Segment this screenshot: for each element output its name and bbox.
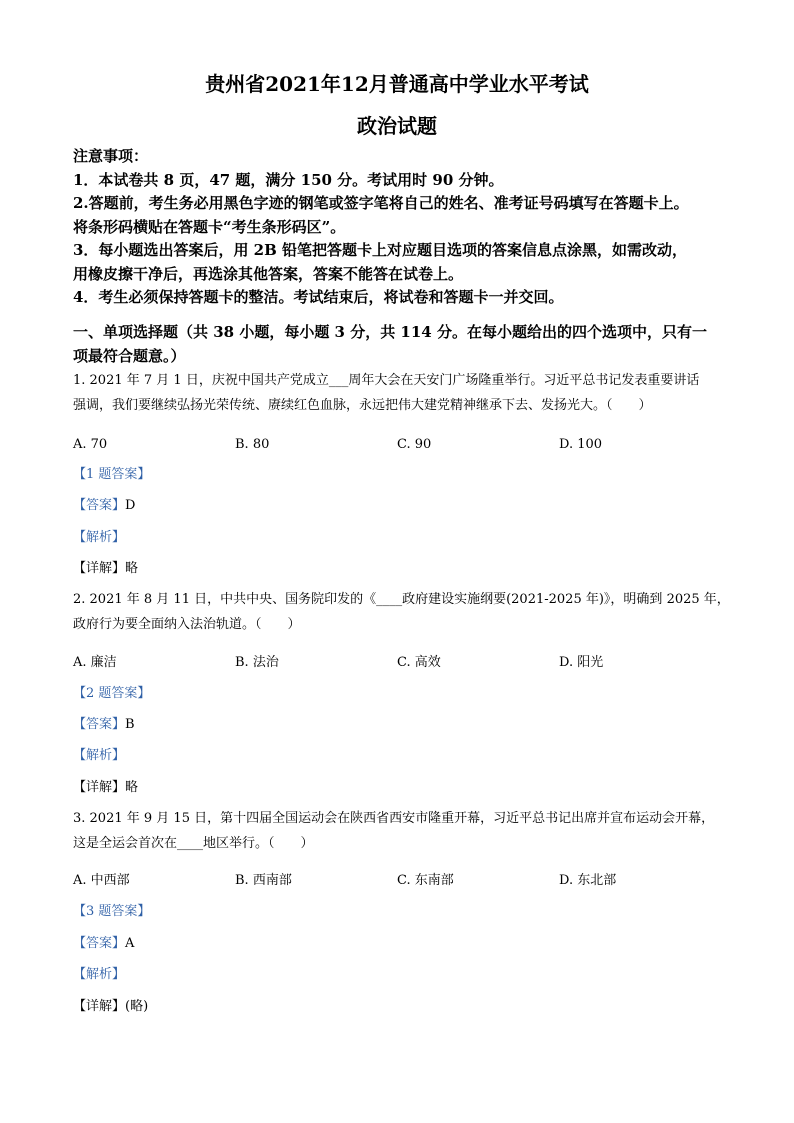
notes-heading: 注意事项： [73, 147, 149, 165]
analysis-label: 【解析】 [73, 530, 126, 545]
option-d: D. 阳光 [559, 655, 604, 670]
option-c: C. 东南部 [397, 873, 454, 888]
notes-line: 2.答题前，考生务必用黑色字迹的钢笔或签字笔将自己的姓名、准考证号码填写在答题卡上。 [73, 194, 689, 212]
notes-section [73, 145, 733, 310]
question-text: 2. 2021 年 8 月 11 日，中共中央、国务院印发的《____政府建设实施纲要(2021-2025 年)》，明确到 2025 年， [73, 592, 730, 607]
option-a: A. 70 [73, 437, 108, 452]
question-3-stem [73, 806, 733, 856]
option-b: B. 80 [235, 437, 270, 452]
notes-line: 将条形码横贴在答题卡“考生条形码区”。 [73, 217, 346, 236]
answer-tag: 【3 题答案】 [73, 904, 151, 919]
answer-value: B [125, 717, 135, 732]
notes-line: 4．考生必须保持答题卡的整洁。考试结束后，将试卷和答题卡一并交回。 [73, 288, 564, 306]
option-d: D. 100 [559, 437, 603, 452]
answer-label: 【答案】 [73, 498, 126, 513]
question-3-options [73, 871, 733, 891]
detail: 【详解】(略) [73, 999, 149, 1014]
exam-title: 贵州省2021年12月普通高中学业水平考试 [205, 72, 589, 96]
option-b: B. 西南部 [235, 873, 292, 888]
answer [73, 715, 135, 735]
notes-line: 3．每小题选出答案后，用 2B 铅笔把答题卡上对应题目选项的答案信息点涂黑，如需改动， [73, 241, 688, 259]
option-a: A. 中西部 [73, 873, 130, 888]
detail: 【详解】略 [73, 561, 139, 576]
exam-subtitle: 政治试题 [357, 114, 437, 138]
question-text: 政府行为要全面纳入法治轨道。（ ） [73, 617, 301, 632]
answer [73, 934, 134, 954]
question-text: 强调，我们要继续弘扬光荣传统、赓续红色血脉，永远把伟大建党精神继承下去、发扬光大。（ ） [73, 398, 652, 413]
option-c: C. 90 [397, 437, 432, 452]
answer-value: A [125, 936, 135, 951]
answer-tag: 【1 题答案】 [73, 467, 151, 482]
option-a: A. 廉洁 [73, 655, 117, 670]
analysis-label: 【解析】 [73, 967, 126, 982]
notes-line: 1．本试卷共 8 页，47 题，满分 150 分。考试用时 90 分钟。 [73, 170, 504, 189]
section-heading-line: 一、单项选择题（共 38 小题，每小题 3 分，共 114 分。在每小题给出的四个选项中，只有一 [73, 323, 707, 341]
detail: 【详解】略 [73, 780, 139, 795]
question-text: 3. 2021 年 9 月 15 日，第十四届全国运动会在陕西省西安市隆重开幕，习近平总书记出席并宣布运动会开幕， [73, 811, 715, 826]
answer-value: D [125, 498, 136, 513]
option-b: B. 法治 [235, 655, 279, 670]
analysis-label: 【解析】 [73, 748, 126, 763]
section-heading-line: 项最符合题意。） [73, 346, 186, 365]
question-2-stem [73, 587, 733, 637]
answer-label: 【答案】 [73, 936, 126, 951]
question-1-options [73, 435, 733, 455]
question-text: 这是全运会首次在____地区举行。（ ） [73, 836, 314, 851]
answer-label: 【答案】 [73, 717, 126, 732]
question-1-stem [73, 368, 733, 418]
question-text: 1. 2021 年 7 月 1 日，庆祝中国共产党成立___周年大会在天安门广场隆重举行。习近平总书记发表重要讲话 [73, 373, 700, 388]
notes-line: 用橡皮擦干净后，再选涂其他答案，答案不能答在试卷上。 [73, 264, 464, 283]
answer-tag: 【2 题答案】 [73, 686, 151, 701]
question-2-options [73, 653, 733, 673]
option-d: D. 东北部 [559, 873, 617, 888]
option-c: C. 高效 [397, 655, 441, 670]
answer [73, 496, 135, 516]
section-heading [73, 321, 733, 368]
